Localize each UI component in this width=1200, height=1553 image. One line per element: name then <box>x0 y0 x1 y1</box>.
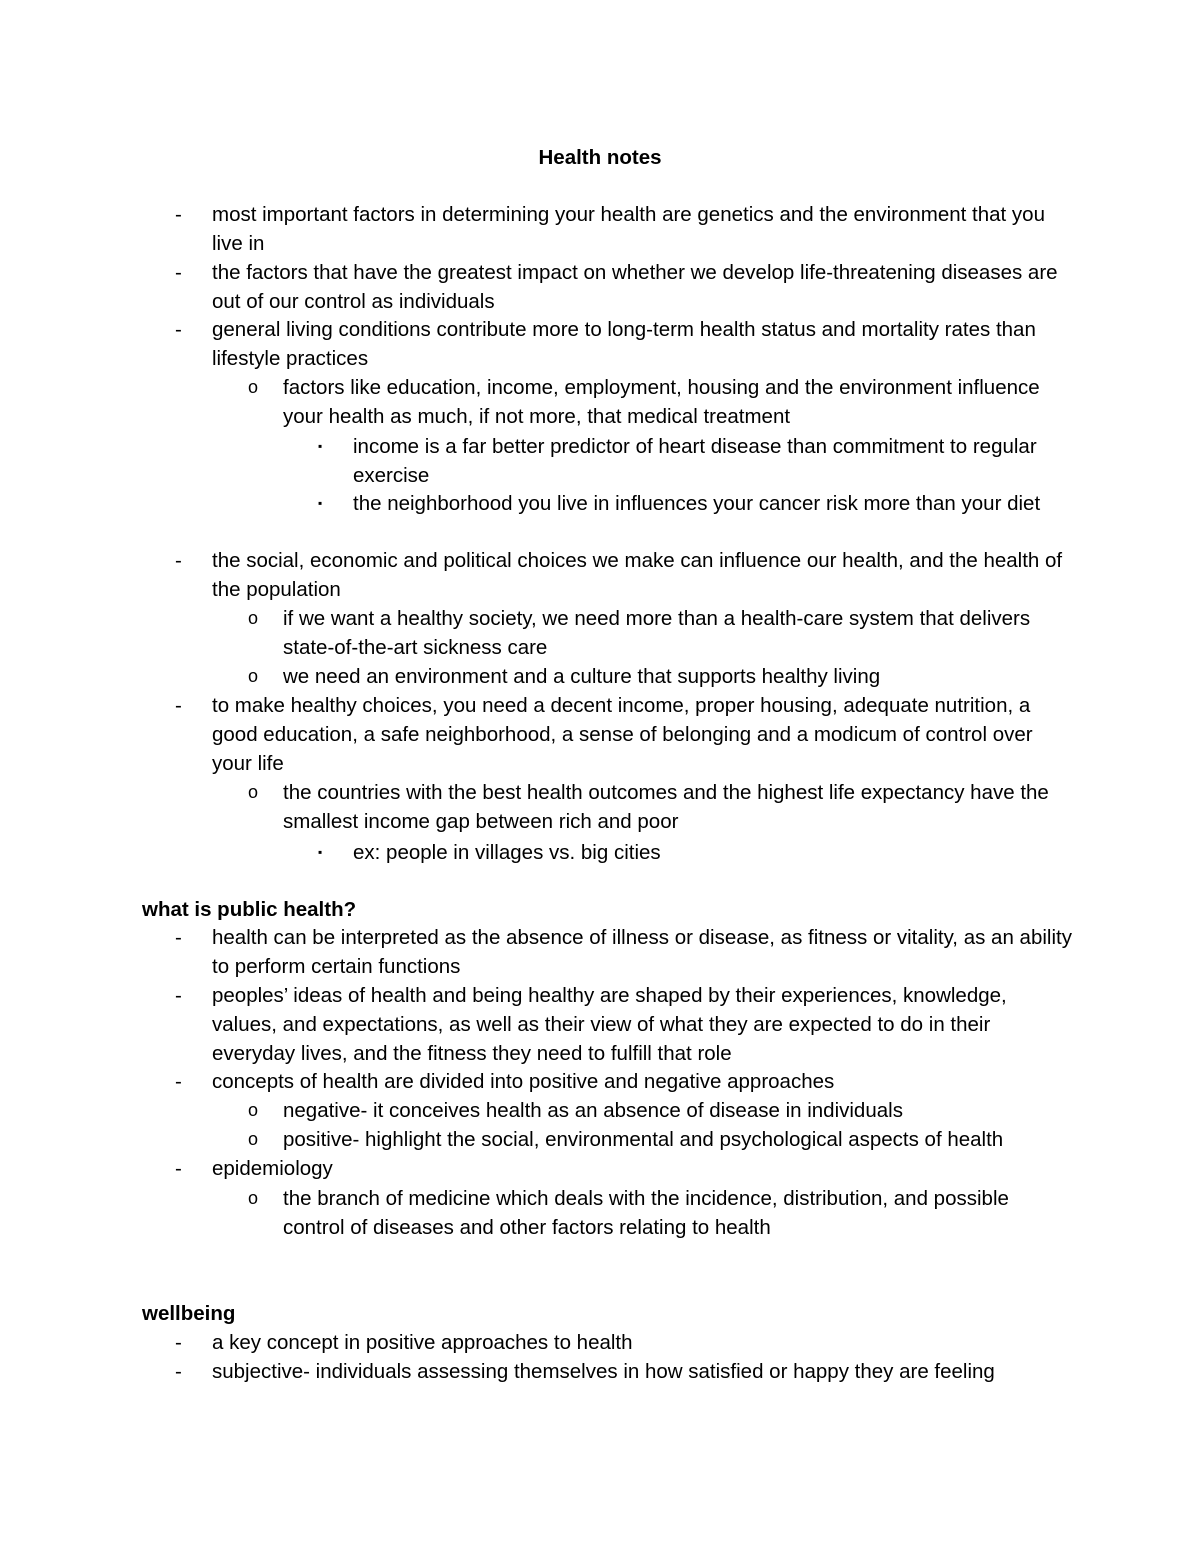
dash-bullet: - <box>175 261 182 284</box>
dash-bullet: - <box>175 1360 182 1383</box>
dash-bullet: - <box>175 203 182 226</box>
square-bullet: ▪ <box>318 439 323 453</box>
list-item: to make healthy choices, you need a decent income, proper housing, adequate nutrition, a good education, a safe neighborhood, a sense of belonging and a modicum of control over your life <box>212 694 1033 775</box>
list-item: subjective- individuals assessing themselves in how satisfied or happy they are feeling <box>212 1360 995 1383</box>
dash-bullet: - <box>175 549 182 572</box>
section-heading: wellbeing <box>142 1302 236 1325</box>
list-item: we need an environment and a culture that supports healthy living <box>283 665 881 688</box>
circle-bullet: o <box>248 1188 259 1208</box>
list-item: factors like education, income, employment, housing and the environment influence your health as much, if not more, that medical treatment <box>283 376 1040 428</box>
list-item: negative- it conceives health as an absence of disease in individuals <box>283 1099 903 1122</box>
dash-bullet: - <box>175 984 182 1007</box>
list-item: epidemiology <box>212 1157 333 1180</box>
list-item: income is a far better predictor of heart disease than commitment to regular exercise <box>353 435 1037 487</box>
list-item: the branch of medicine which deals with the incidence, distribution, and possible control of diseases and other factors relating to health <box>283 1187 1009 1239</box>
dash-bullet: - <box>175 1070 182 1093</box>
circle-bullet: o <box>248 377 259 397</box>
circle-bullet: o <box>248 666 259 686</box>
page-title: Health notes <box>538 146 662 169</box>
list-item: health can be interpreted as the absence of illness or disease, as fitness or vitality, as an ability to perform certain functions <box>212 926 1072 978</box>
dash-bullet: - <box>175 926 182 949</box>
list-item: positive- highlight the social, environmental and psychological aspects of health <box>283 1128 1004 1151</box>
list-item: the neighborhood you live in influences your cancer risk more than your diet <box>353 492 1041 515</box>
list-item: if we want a healthy society, we need more than a health-care system that delivers state-of-the-art sickness care <box>283 607 1031 659</box>
list-item: ex: people in villages vs. big cities <box>353 841 661 864</box>
circle-bullet: o <box>248 1100 259 1120</box>
circle-bullet: o <box>248 608 259 628</box>
dash-bullet: - <box>175 1157 182 1180</box>
list-item: a key concept in positive approaches to health <box>212 1331 633 1354</box>
square-bullet: ▪ <box>318 496 323 510</box>
square-bullet: ▪ <box>318 845 323 859</box>
list-item: the factors that have the greatest impact on whether we develop life-threatening diseases are out of our control as individuals <box>212 261 1058 313</box>
dash-bullet: - <box>175 1331 182 1354</box>
circle-bullet: o <box>248 1129 259 1149</box>
circle-bullet: o <box>248 782 259 802</box>
list-item: general living conditions contribute more to long-term health status and mortality rates than lifestyle practices <box>212 318 1036 370</box>
list-item: the social, economic and political choices we make can influence our health, and the health of the population <box>212 549 1063 601</box>
list-item: peoples’ ideas of health and being healthy are shaped by their experiences, knowledge, values, and expectations, as well as their view of what they are expected to do in their everyday lives, and the fitness they need to fulfill that role <box>212 984 1007 1065</box>
list-item: most important factors in determining your health are genetics and the environment that you live in <box>212 203 1045 255</box>
dash-bullet: - <box>175 318 182 341</box>
list-item: concepts of health are divided into positive and negative approaches <box>212 1070 835 1093</box>
list-item: the countries with the best health outcomes and the highest life expectancy have the smallest income gap between rich and poor <box>283 781 1049 833</box>
section-heading: what is public health? <box>142 898 357 921</box>
dash-bullet: - <box>175 694 182 717</box>
